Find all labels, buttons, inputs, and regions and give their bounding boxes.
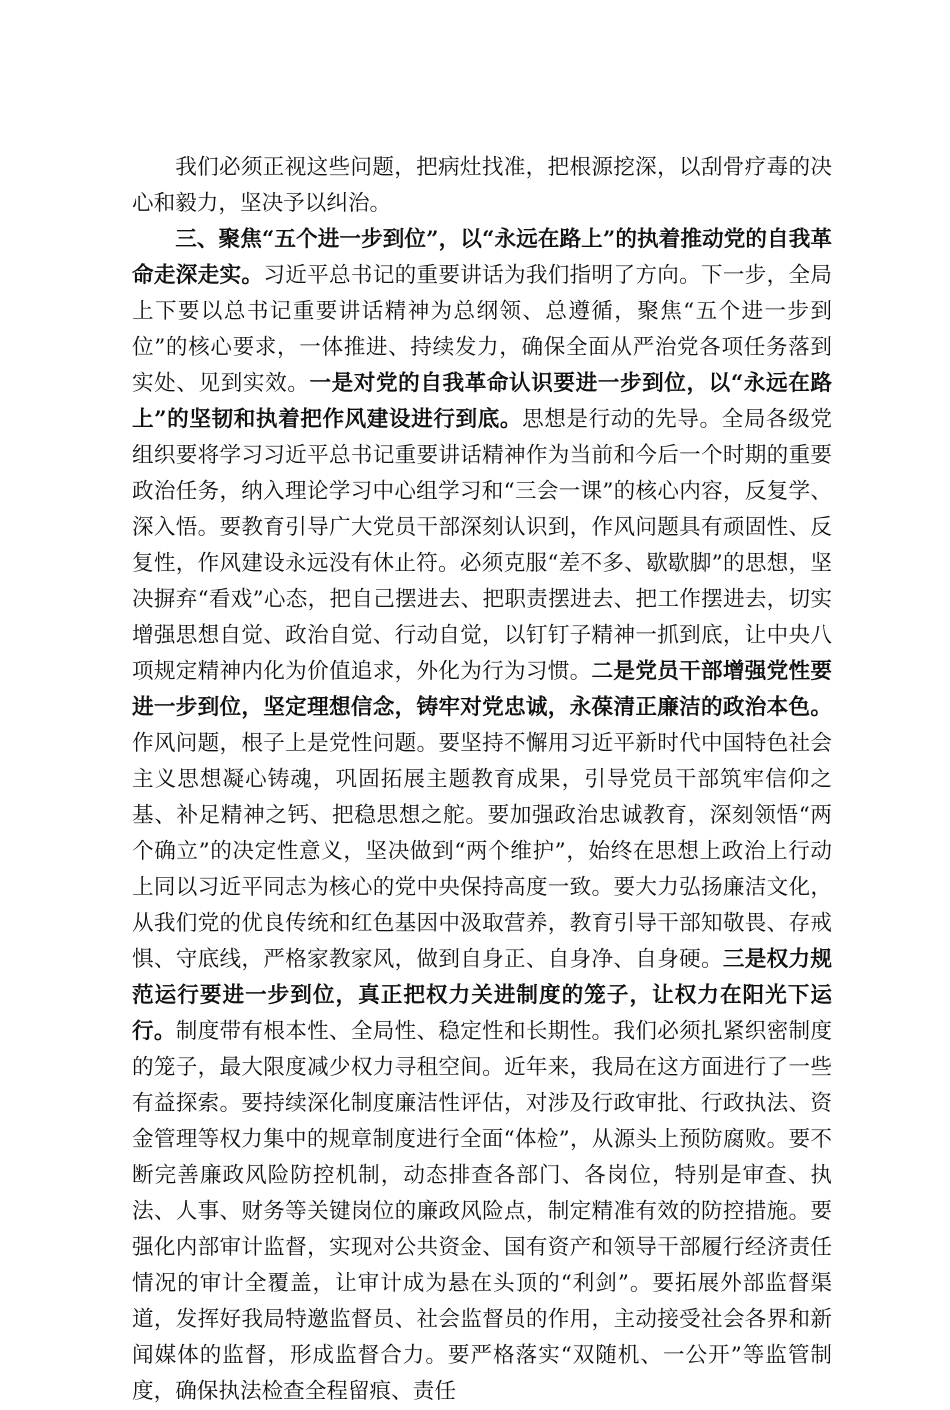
section-intro-text: 习近平总书记的重要讲话为我们指明了方向。下一步，全局上下要以总书记重要讲话精神为总纲领、总遵循，聚焦“五个进一步到位”的核心要求，一体推进、持续发力，确保全面从严治党各项任务落到实处、见到实效。 <box>132 263 832 396</box>
paragraph-1 <box>132 150 832 222</box>
point-one-heading: 一是对党的自我革命认识要进一步到位，以“永远在路上”的坚韧和执着把作风建设进行到底。 <box>132 371 832 432</box>
point-one-text: 思想是行动的先导。全局各级党组织要将学习习近平总书记重要讲话精神作为当前和今后一个时期的重要政治任务，纳入理论学习中心组学习和“三会一课”的核心内容，反复学、深入悟。要教育引导广大党员干部深刻认识到，作风问题具有顽固性、反复性，作风建设永远没有休止符。必须克服“差不多、歇歇脚”的思想，坚决摒弃“看戏”心态，把自己摆进去、把职责摆进去、把工作摆进去，切实增强思想自觉、政治自觉、行动自觉，以钉钉子精神一抓到底，让中央八项规定精神内化为价值追求，外化为行为习惯。 <box>132 407 832 684</box>
point-three-text: 制度带有根本性、全局性、稳定性和长期性。我们必须扎紧织密制度的笼子，最大限度减少权力寻租空间。近年来，我局在这方面进行了一些有益探索。要持续深化制度廉洁性评估，对涉及行政审批、行政执法、资金管理等权力集中的规章制度进行全面“体检”，从源头上预防腐败。要不断完善廉政风险防控机制，动态排查各部门、各岗位，特别是审查、执法、人事、财务等关键岗位的廉政风险点，制定精准有效的防控措施。要强化内部审计监督，实现对公共资金、国有资产和领导干部履行经济责任情况的审计全覆盖，让审计成为悬在头顶的“利剑”。要拓展外部监督渠道，发挥好我局特邀监督员、社会监督员的作用，主动接受社会各界和新闻媒体的监督，形成监督合力。要严格落实“双随机、一公开”等监管制度，确保执法检查全程留痕、责任 <box>132 1019 832 1404</box>
document-page <box>132 150 832 1410</box>
point-two-text: 作风问题，根子上是党性问题。要坚持不懈用习近平新时代中国特色社会主义思想凝心铸魂，巩固拓展主题教育成果，引导党员干部筑牢信仰之基、补足精神之钙、把稳思想之舵。要加强政治忠诚教育，深刻领悟“两个确立”的决定性意义，坚决做到“两个维护”，始终在思想上政治上行动上同以习近平同志为核心的党中央保持高度一致。要大力弘扬廉洁文化，从我们党的优良传统和红色基因中汲取营养，教育引导干部知敬畏、存戒惧、守底线，严格家教家风，做到自身正、自身净、自身硬。 <box>132 731 832 972</box>
point-two-heading: 二是党员干部增强党性要进一步到位，坚定理想信念，铸牢对党忠诚，永葆清正廉洁的政治本色。 <box>132 659 832 720</box>
section-heading-three: 三、聚焦“五个进一步到位”，以“永远在路上”的执着推动党的自我革命走深走实。 <box>132 227 832 288</box>
paragraph-1-text: 我们必须正视这些问题，把病灶找准，把根源挖深，以刮骨疗毒的决心和毅力，坚决予以纠治。 <box>132 155 832 216</box>
point-three-heading: 三是权力规范运行要进一步到位，真正把权力关进制度的笼子，让权力在阳光下运行。 <box>132 947 832 1044</box>
paragraph-2 <box>132 222 832 1410</box>
